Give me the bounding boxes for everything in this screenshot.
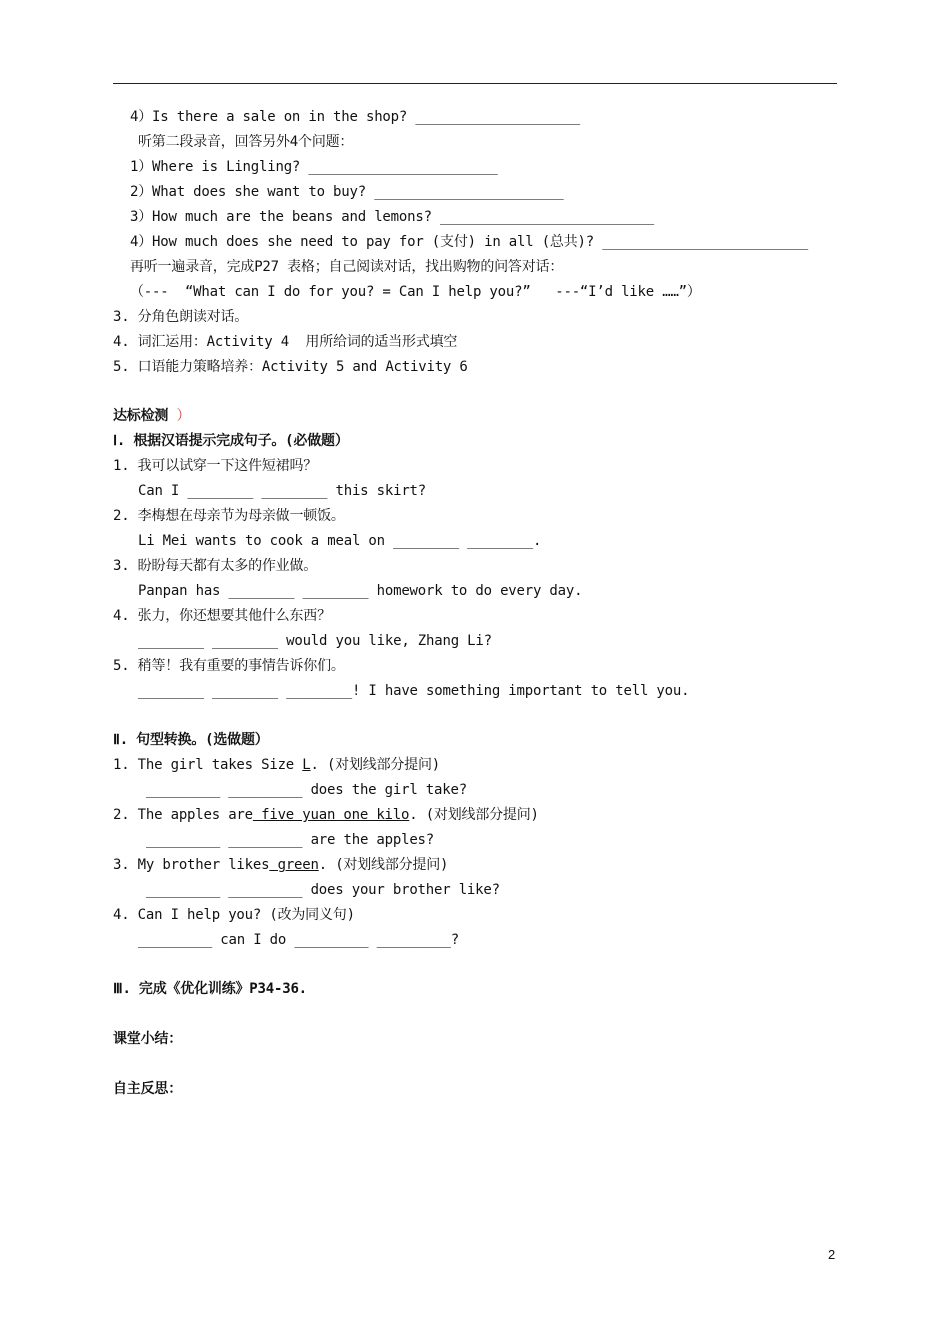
page-number: 2 bbox=[828, 1247, 836, 1262]
part2-item-1-pre: 1. The girl takes Size bbox=[113, 757, 303, 773]
part2-item-2-question bbox=[113, 806, 539, 824]
part1-item-5-cn: 5. 稍等！我有重要的事情告诉你们。 bbox=[113, 658, 345, 674]
part1-item-2-cn: 2. 李梅想在母亲节为母亲做一顿饭。 bbox=[113, 508, 345, 524]
listening-q4-first: 4）Is there a sale on in the shop? ____________________ bbox=[130, 109, 580, 125]
step-3: 3. 分角色朗读对话。 bbox=[113, 309, 249, 325]
part2-item-1-post: . (对划线部分提问) bbox=[310, 757, 441, 773]
part2-item-3-answer: _________ _________ does your brother like? bbox=[146, 882, 500, 898]
part1-item-4-cn: 4. 张力，你还想要其他什么东西？ bbox=[113, 608, 331, 624]
part1-title: Ⅰ. 根据汉语提示完成句子。(必做题） bbox=[113, 433, 349, 449]
step-4: 4. 词汇运用：Activity 4 用所给词的适当形式填空 bbox=[113, 334, 458, 350]
part2-item-1-question bbox=[113, 756, 440, 774]
part2-item-2-post: . (对划线部分提问) bbox=[409, 807, 539, 823]
listening-q4: 4）How much does she need to pay for (支付) in all (总共)? _________________________ bbox=[130, 234, 808, 250]
part1-item-4-en: ________ ________ would you like, Zhang Li? bbox=[138, 633, 492, 649]
part2-item-2-answer: _________ _________ are the apples? bbox=[146, 832, 435, 848]
check-heading bbox=[113, 407, 190, 425]
part2-item-3-question bbox=[113, 856, 448, 874]
part1-item-5-en: ________ ________ ________! I have something important to tell you. bbox=[138, 683, 690, 699]
part2-item-3-underlined: green bbox=[269, 857, 319, 873]
summary-label: 课堂小结： bbox=[113, 1031, 182, 1047]
check-heading-text: 达标检测 bbox=[113, 408, 169, 424]
part3-title: Ⅲ. 完成《优化训练》P34-36. bbox=[113, 981, 307, 997]
part2-item-4-pre: 4. Can I help you? (改为同义句) bbox=[113, 907, 355, 923]
part1-item-2-en: Li Mei wants to cook a meal on ________ ________. bbox=[138, 533, 542, 549]
reflection-label: 自主反思： bbox=[113, 1081, 182, 1097]
relisten-instruction: 再听一遍录音，完成P27 表格；自己阅读对话，找出购物的问答对话： bbox=[130, 259, 564, 275]
listening-q3: 3）How much are the beans and lemons? __________________________ bbox=[130, 209, 654, 225]
part2-item-4-answer: _________ can I do _________ _________? bbox=[138, 932, 459, 948]
part1-item-1-en: Can I ________ ________ this skirt? bbox=[138, 483, 427, 499]
part2-item-4-question bbox=[113, 906, 355, 924]
header-rule bbox=[113, 83, 837, 84]
part2-item-3-post: . (对划线部分提问) bbox=[318, 857, 449, 873]
second-recording-instruction: 听第二段录音，回答另外4个问题： bbox=[138, 134, 354, 150]
part1-item-1-cn: 1. 我可以试穿一下这件短裙吗？ bbox=[113, 458, 318, 474]
check-heading-mark: ） bbox=[176, 408, 191, 424]
dialogue-pattern: （--- “What can I do for you? = Can I help you?” ---“I’d like ……”） bbox=[130, 284, 701, 300]
part2-item-2-pre: 2. The apples are bbox=[113, 807, 253, 823]
part2-item-1-underlined: L bbox=[302, 757, 311, 773]
part2-item-1-answer: _________ _________ does the girl take? bbox=[146, 782, 467, 798]
listening-q2: 2）What does she want to buy? _______________________ bbox=[130, 184, 564, 200]
step-5: 5. 口语能力策略培养：Activity 5 and Activity 6 bbox=[113, 359, 468, 375]
part1-item-3-cn: 3. 盼盼每天都有太多的作业做。 bbox=[113, 558, 318, 574]
part2-title: Ⅱ. 句型转换。(选做题） bbox=[113, 732, 269, 748]
part2-item-3-pre: 3. My brother likes bbox=[113, 857, 270, 873]
part1-item-3-en: Panpan has ________ ________ homework to do every day. bbox=[138, 583, 583, 599]
part2-item-2-underlined: five yuan one kilo bbox=[252, 807, 410, 823]
listening-q1: 1）Where is Lingling? _______________________ bbox=[130, 159, 498, 175]
